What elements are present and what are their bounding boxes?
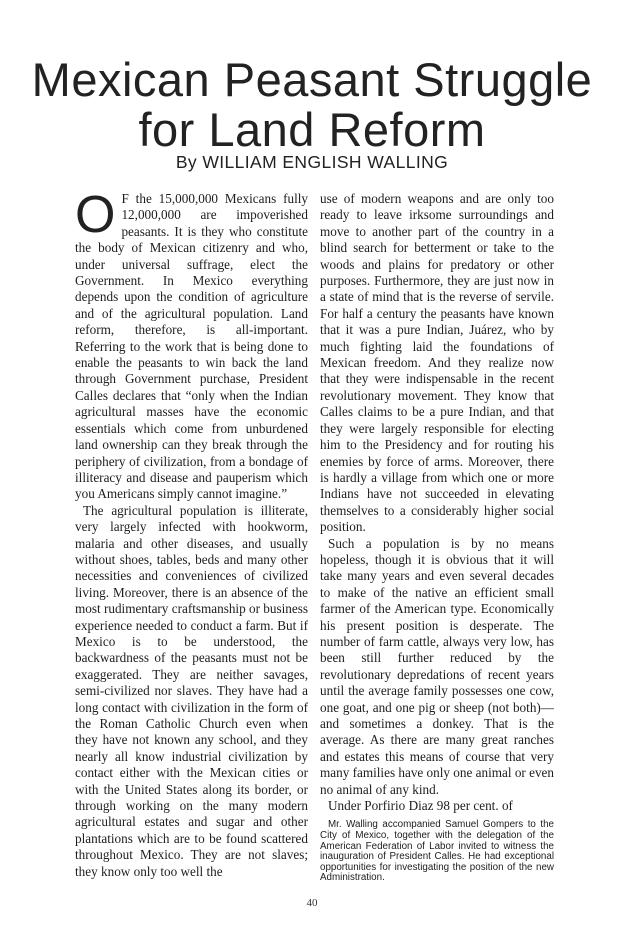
page-number: 40 — [306, 897, 318, 909]
paragraph-1-text: F the 15,000,000 Mexicans fully 12,000,000 are impoverished peasants. It is they who constitute the body of Mexican citizenry and who, under universal suffrage, elect the Government. In Mexico everything depends upon the condition of agriculture and of the agricultural population. Land reform, therefore, is all-important. Referring to the work that is being done to enable the peasants to win back the land through Government purchase, President Calles declares that “only when the Indian agricultural masses have the economic essentials which come from unburdened land ownership can they break through the periphery of civilization, from a bondage of illiteracy and disease and pauperism which you Americans simply cannot imagine.” — [75, 191, 308, 502]
paragraph-4: Under Porfirio Diaz 98 per cent. of — [328, 798, 513, 814]
paragraph-1 — [75, 186, 308, 503]
article-byline: By WILLIAM ENGLISH WALLING — [175, 152, 449, 172]
paragraph-2: The agricultural population is illiterate, very largely infected with hookworm, malaria and other diseases, and usually without shoes, tables, beds and many other necessities and conveniences of civilized living. Moreover, there is an absence of the most rudimentary craftsmanship or business experience needed to conduct a farm. But if Mexico is to be understood, the backwardness of the peasants must not be exaggerated. They are neither savages, semi-civilized nor slaves. They have had a long contact with civilization in the form of the Roman Catholic Church even when they have not known any school, and they nearly all know industrial civilization by contact either with the Mexican cities or with the United States along its border, or through working on the many modern agricultural estates and sugar and other plantations which are to be found scattered throughout Mexico. They are not slaves; they know only too well the — [75, 502, 308, 879]
paragraph-2-continued: use of modern weapons and are only too ready to leave irksome surroundings and move to another part of the country in a blind search for betterment or take to the woods and plains for predatory or other purposes. Furthermore, they are just now in a state of mind that is the reverse of servile. For half a century the peasants have known that it was a pure Indian, Juárez, who by much fighting laid the foundations of Mexican freedom. And they realize now that they were indispensable in the recent revolutionary movement. They know that Calles claims to be a pure Indian, and that they were largely responsible for electing him to the Presidency and for routing his enemies by force of arms. Moreover, there is hardly a village from which one or more Indians have not succeeded in elevating themselves to a considerably higher social position. — [320, 191, 554, 535]
paragraph-3: Such a population is by no means hopeless, though it is obvious that it will take many years and even several decades to make of the native an efficient small farmer of the American type. Economically his present position is desperate. The number of farm cattle, always very low, has been still further reduced by the revolutionary depredations of recent years until the average family possesses one cow, one goat, and one pig or sheep (not both)—and sometimes a donkey. That is the average. As there are many great ranches and estates this means of course that very many families have only one animal or even no animal of any kind. — [320, 535, 555, 797]
author-footnote: Mr. Walling accompanied Samuel Gompers to the City of Mexico, together with the delegation of the American Federation of Labor invited to witness the inauguration of President Calles. He had exceptional opportunities for investigating the position of the new Administration. — [320, 819, 554, 884]
left-column — [75, 186, 308, 880]
article-title-line-2: for Land Reform — [138, 103, 486, 156]
drop-cap: O — [75, 186, 116, 244]
article-title-line-1: Mexican Peasant Struggle — [31, 53, 593, 106]
right-column — [320, 191, 554, 884]
